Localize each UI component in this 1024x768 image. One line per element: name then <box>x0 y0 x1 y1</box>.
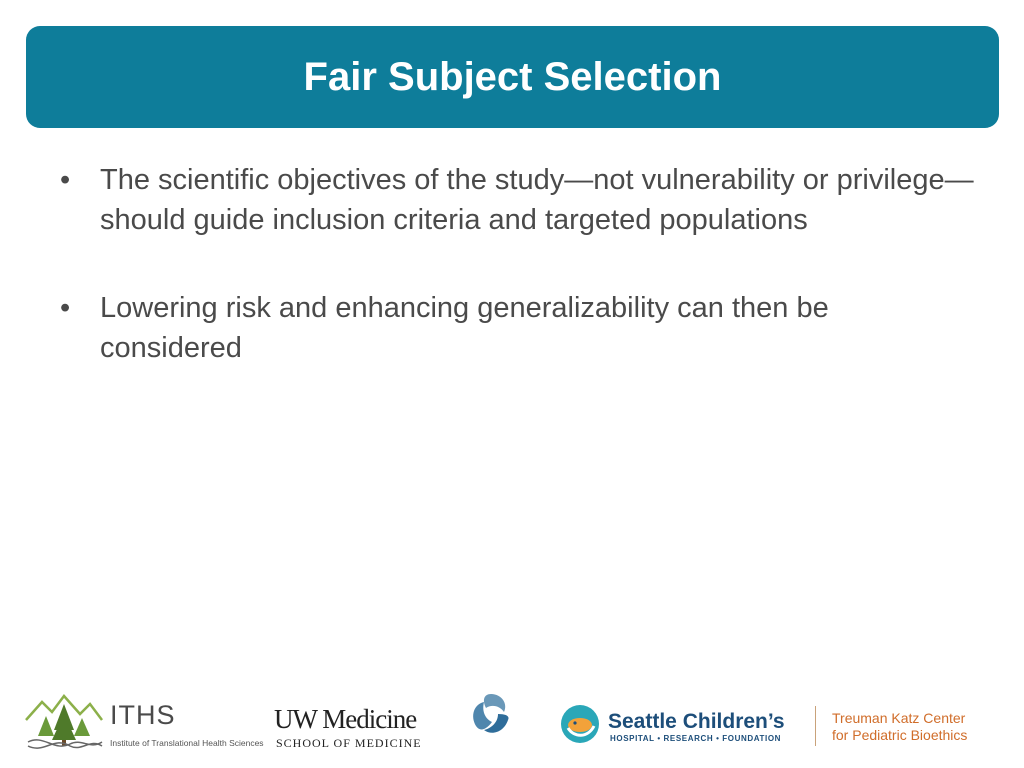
swirl-logo <box>468 690 514 754</box>
bullet-text: Lowering risk and enhancing generalizability can then be considered <box>100 292 829 364</box>
mountains-trees-dna-icon <box>24 690 104 754</box>
uw-school-name: SCHOOL OF MEDICINE <box>276 736 422 750</box>
iths-logo <box>24 690 264 754</box>
seattle-childrens-name: Seattle Children’s <box>608 710 785 733</box>
whale-hand-logo-icon <box>560 704 600 744</box>
logo-footer <box>0 690 1024 760</box>
treuman-katz-line1: Treuman Katz Center <box>832 710 966 726</box>
seattle-childrens-logo <box>560 690 810 754</box>
uw-medicine-name: UW Medicine <box>274 704 417 734</box>
slide-title: Fair Subject Selection <box>303 54 722 99</box>
uw-medicine-logo <box>274 690 434 754</box>
iths-name: ITHS <box>110 700 176 730</box>
treuman-katz-line2: for Pediatric Bioethics <box>832 727 968 743</box>
bullet-item <box>58 288 978 368</box>
bullet-list <box>58 160 978 416</box>
bullet-item <box>58 160 978 240</box>
bullet-symbol: • <box>60 164 71 196</box>
logo-divider <box>815 706 816 746</box>
seattle-childrens-sub: HOSPITAL • RESEARCH • FOUNDATION <box>610 734 782 743</box>
iths-full-name: Institute of Translational Health Sciences <box>110 738 264 748</box>
treuman-katz-logo <box>832 690 1022 754</box>
bullet-text: The scientific objectives of the study—not vulnerability or privilege—should guide inclusion criteria and targeted populations <box>100 164 974 236</box>
bullet-symbol: • <box>60 292 71 324</box>
title-bar <box>26 26 999 128</box>
blue-swirl-logo-icon <box>468 690 514 740</box>
